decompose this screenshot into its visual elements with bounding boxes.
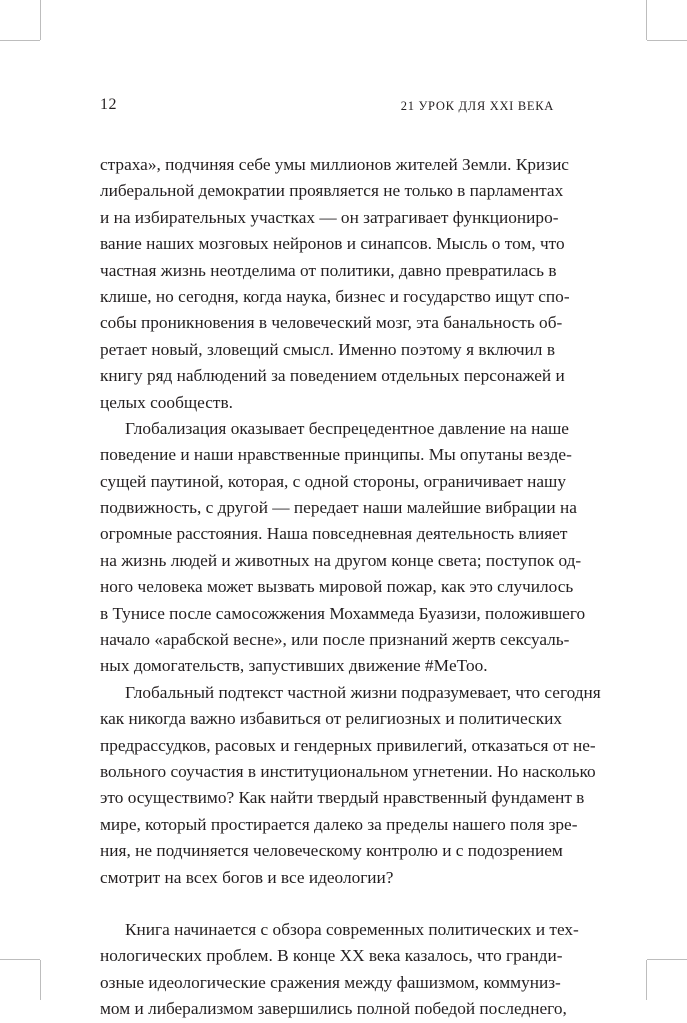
body-text bbox=[100, 152, 601, 1023]
text-line: озные идеологические сражения между фашизмом, коммуниз- bbox=[100, 972, 561, 992]
text-line: нологических проблем. В конце XX века казалось, что гранди- bbox=[100, 946, 563, 966]
text-line: в Тунисе после самосожжения Мохаммеда Буазизи, положившего bbox=[100, 603, 586, 623]
text-line: поведение и наши нравственные принципы. Мы опутаны везде- bbox=[100, 445, 572, 465]
text-line: это осуществимо? Как найти твердый нравственный фундамент в bbox=[100, 788, 585, 808]
crop-mark-top-left-v bbox=[40, 0, 41, 40]
text-line: ного человека может вызвать мировой пожар, как это случилось bbox=[100, 577, 574, 597]
text-line: Глобальный подтекст частной жизни подразумевает, что сегодня bbox=[125, 682, 601, 702]
crop-mark-bottom-left-v bbox=[40, 960, 41, 1000]
text-line: Глобализация оказывает беспрецедентное давление на наше bbox=[125, 418, 569, 438]
crop-mark-top-left-h bbox=[0, 40, 40, 41]
text-line: предрассудков, расовых и гендерных привилегий, отказаться от не- bbox=[100, 735, 596, 755]
text-line: частная жизнь неотделима от политики, давно превратилась в bbox=[100, 260, 557, 280]
text-line: ных домогательств, запустивших движение #MeToo. bbox=[100, 656, 488, 676]
text-line: сущей паутиной, которая, с одной стороны, ограничивает нашу bbox=[100, 471, 566, 491]
text-line: как никогда важно избавиться от религиозных и политических bbox=[100, 709, 562, 729]
crop-mark-bottom-right-h bbox=[647, 959, 687, 960]
text-line: целых сообществ. bbox=[100, 392, 233, 412]
running-title: 21 УРОК ДЛЯ XXI ВЕКА bbox=[400, 99, 554, 113]
text-line: подвижность, с другой — передает наши малейшие вибрации на bbox=[100, 498, 577, 518]
text-line: ния, не подчиняется человеческому контролю и с подозрением bbox=[100, 841, 563, 861]
crop-mark-bottom-left-h bbox=[0, 959, 40, 960]
text-line: либеральной демократии проявляется не только в парламентах bbox=[100, 181, 564, 201]
paragraph bbox=[100, 917, 579, 1023]
text-line: на жизнь людей и животных на другом конце света; поступок од- bbox=[100, 550, 582, 570]
text-line: и на избирательных участках — он затрагивает функциониро- bbox=[100, 207, 559, 227]
section-gap bbox=[100, 891, 555, 917]
page-number: 12 bbox=[100, 96, 117, 113]
text-line: ретает новый, зловещий смысл. Именно поэтому я включил в bbox=[100, 339, 555, 359]
text-line: мом и либерализмом завершились полной победой последнего, bbox=[100, 999, 567, 1019]
text-line: огромные расстояния. Наша повседневная деятельность влияет bbox=[100, 524, 568, 544]
paragraph bbox=[100, 680, 601, 891]
text-line: страха», подчиняя себе умы миллионов жителей Земли. Кризис bbox=[100, 155, 569, 174]
crop-mark-top-right-h bbox=[647, 40, 687, 41]
text-line: смотрит на всех богов и все идеологии? bbox=[100, 867, 394, 887]
text-line: собы проникновения в человеческий мозг, эта банальность об- bbox=[100, 313, 563, 333]
crop-mark-top-right-v bbox=[646, 0, 647, 40]
text-line: вольного соучастия в институциональном угнетении. Но насколько bbox=[100, 761, 596, 781]
text-line: клише, но сегодня, когда наука, бизнес и государство ищут спо- bbox=[100, 286, 570, 306]
text-line: книгу ряд наблюдений за поведением отдельных персонажей и bbox=[100, 366, 565, 386]
crop-mark-bottom-right-v bbox=[646, 960, 647, 1000]
text-line: мире, который простирается далеко за пределы нашего поля зре- bbox=[100, 814, 578, 834]
text-line: Книга начинается с обзора современных политических и тех- bbox=[125, 919, 579, 939]
paragraph bbox=[100, 152, 570, 416]
text-line: вание наших мозговых нейронов и синапсов. Мысль о том, что bbox=[100, 234, 565, 254]
paragraph bbox=[100, 416, 586, 680]
text-line: начало «арабской весне», или после признаний жертв сексуаль- bbox=[100, 630, 570, 650]
